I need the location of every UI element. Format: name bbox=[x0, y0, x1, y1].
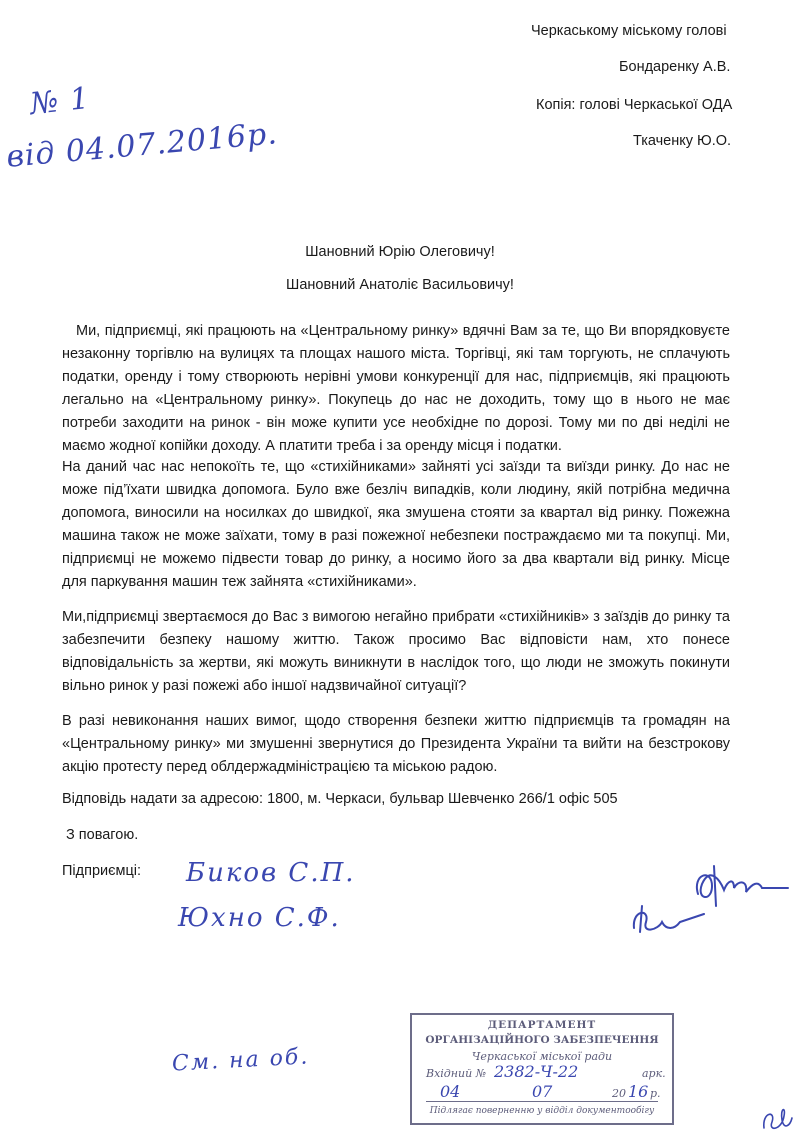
addressee-line-1: Черкаському міському голові bbox=[531, 23, 727, 39]
handwritten-number: № 1 bbox=[28, 80, 92, 123]
registration-stamp bbox=[410, 1013, 674, 1125]
signers-label: Підприємці: bbox=[62, 863, 142, 879]
stamp-date-day: 04 bbox=[440, 1082, 461, 1101]
stamp-date-year: 16 bbox=[628, 1082, 649, 1101]
stamp-copies-label: арк. bbox=[642, 1067, 666, 1080]
stamp-date-suffix: р. bbox=[650, 1087, 661, 1100]
stamp-council: Черкаської міської ради bbox=[471, 1050, 613, 1063]
closing: З повагою. bbox=[66, 827, 139, 843]
body-paragraph-4: В разі невиконання наших вимог, щодо створення безпеки життю підприємців та громадян на «Центральному ринку» ми змушенні звернутися до Президента України та вийти на безстрокову акцію протесту перед облдержадміністрацією та міською радою. bbox=[62, 713, 730, 775]
corner-initials bbox=[760, 1102, 794, 1136]
signer-name-2: Юхно С.Ф. bbox=[178, 903, 341, 933]
reply-address: Відповідь надати за адресою: 1800, м. Черкаси, бульвар Шевченко 266/1 офіс 505 bbox=[62, 791, 618, 807]
addressee-line-2: Бондаренку А.В. bbox=[619, 59, 731, 75]
stamp-date-month: 07 bbox=[532, 1082, 553, 1101]
addressee-line-4: Ткаченку Ю.О. bbox=[633, 133, 732, 149]
body-paragraph-3: Ми,підприємці звертаємося до Вас з вимогою негайно прибрати «стихійників» з заїздів до ринку та забезпечити безпеку нашому життю. Також просимо Вас відповісти нам, хто понесе відповідальність за жертви, які можуть виникнути в наслідок того, що люди не зможуть покинути вільно ринок у разі пожежі або іншої надзвичайної ситуації? bbox=[62, 609, 730, 694]
stamp-incoming-label: Вхідний № bbox=[426, 1067, 487, 1080]
stamp-org-support: ОРГАНІЗАЦІЙНОГО ЗАБЕЗПЕЧЕННЯ bbox=[425, 1034, 659, 1046]
stamp-footer: Підлягає поверненню у відділ документообігу bbox=[429, 1106, 655, 1116]
greeting-1: Шановний Юрію Олеговичу! bbox=[305, 244, 495, 260]
body-paragraph-2: На даний час нас непокоїть те, що «стихійниками» зайняті усі заїзди та виїзди ринку. До нас не може під’їхати швидка допомога. Було вже безліч випадків, коли людину, якій потрібна медична допомога, виносили на носилках до швидкої, яка змушена стояти за квартал від ринку. Пожежна машина також не може заїхати, тому в разі пожежної небезпеки постраждаємо ми та покупці. Ми, підприємці не можемо підвести товар до ринку, а носимо його за два квартали від ринку. Місце для паркування машин теж зайнята «стихійниками». bbox=[62, 459, 730, 590]
handwritten-date: від 04.07.2016р. bbox=[4, 116, 280, 175]
greeting-2: Шановний Анатоліє Васильовичу! bbox=[286, 277, 514, 293]
handwritten-bottom-note: См. на об. bbox=[171, 1044, 310, 1077]
stamp-date-year-prefix: 20 bbox=[612, 1087, 626, 1100]
stamp-department: ДЕПАРТАМЕНТ bbox=[487, 1019, 597, 1031]
signature-2 bbox=[628, 900, 708, 940]
stamp-incoming-number: 2382-Ч-22 bbox=[494, 1062, 579, 1081]
signer-name-1: Биков С.П. bbox=[186, 858, 356, 888]
body-paragraph-1: Ми, підприємці, які працюють на «Центральному ринку» вдячні Вам за те, що Ви впорядковуєте незаконну торгівлю на вулицях та площах нашого міста. Торгівці, які там торгують, не сплачують податки, оренду і тому створюють нерівні умови конкуренції для нас, підприємців, які працюють легально на «Центральному ринку». Покупець до нас не доходить, тому що в нього не має потреби заходити на ринок - він може купити усе необхідне по дорозі. Тому ми по дві неділі не маємо жодної копійки доходу. А платити треба і за оренду місця і податки. bbox=[62, 323, 730, 454]
addressee-line-3: Копія: голові Черкаської ОДА bbox=[536, 97, 733, 113]
